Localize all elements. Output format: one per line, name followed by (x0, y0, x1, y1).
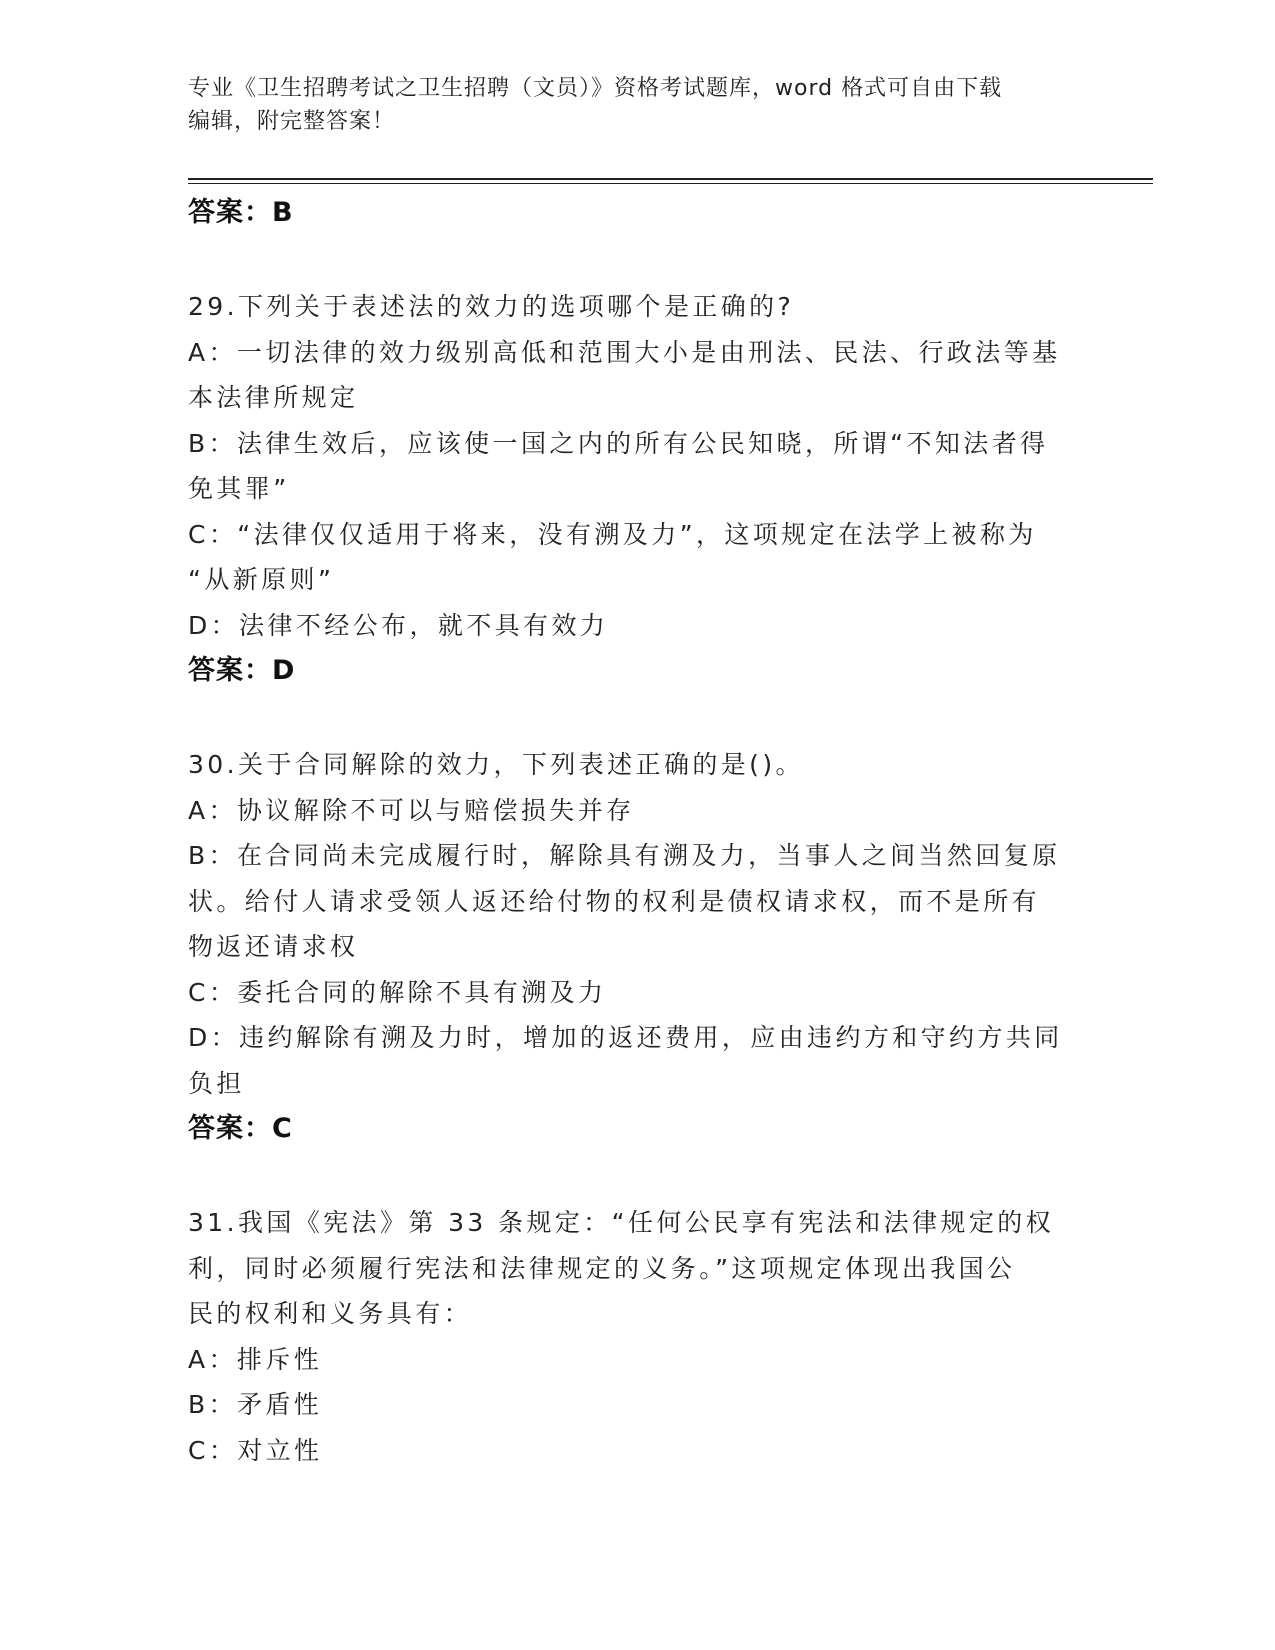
option-a: A：协议解除不可以与赔偿损失并存 (188, 795, 635, 825)
option-c: C：“法律仅仅适用于将来，没有溯及力”，这项规定在法学上被称为 (188, 519, 1037, 549)
option-d: D：违约解除有溯及力时，增加的返还费用，应由违约方和守约方共同 (188, 1023, 1063, 1052)
option-b: B：在合同尚未完成履行时，解除具有溯及力，当事人之间当然回复原 (188, 841, 1061, 870)
question-stem-cont: 利，同时必须履行宪法和法律规定的义务。”这项规定体现出我国公 (188, 1253, 1016, 1283)
question-30 (188, 742, 1068, 1152)
option-b: B：矛盾性 (188, 1390, 323, 1419)
answer-label: 答案：C (188, 1113, 293, 1144)
option-c: C：委托合同的解除不具有溯及力 (188, 977, 607, 1007)
question-stem: 31.我国《宪法》第 33 条规定：“任何公民享有宪法和法律规定的权 (188, 1208, 1055, 1237)
question-stem: 30.关于合同解除的效力，下列表述正确的是()。 (188, 750, 804, 779)
header-line-1: 专业《卫生招聘考试之卫生招聘（文员）》资格考试题库，word 格式可自由下载 (188, 76, 1003, 101)
header-divider (188, 178, 1153, 180)
option-b-cont: 状。给付人请求受领人返还给付物的权利是债权请求权，而不是所有 (188, 886, 1041, 916)
option-d: D：法律不经公布，就不具有效力 (188, 610, 609, 640)
question-31 (188, 1200, 1068, 1473)
option-b: B：法律生效后，应该使一国之内的所有公民知晓，所谓“不知法者得 (188, 428, 1049, 458)
option-a: A：排斥性 (188, 1344, 323, 1374)
option-b-cont: 物返还请求权 (188, 932, 359, 961)
question-list (188, 190, 1068, 1473)
question-stem: 29.下列关于表述法的效力的选项哪个是正确的? (188, 292, 795, 321)
option-a-cont: 本法律所规定 (188, 383, 359, 412)
option-b-cont: 免其罪” (188, 474, 290, 503)
previous-answer: 答案：B (188, 197, 294, 228)
question-stem-cont: 民的权利和义务具有： (188, 1299, 473, 1328)
document-header (188, 72, 1068, 138)
question-29 (188, 284, 1068, 694)
answer-label: 答案：D (188, 655, 296, 686)
option-c: C：对立性 (188, 1435, 323, 1465)
option-d-cont: 负担 (188, 1068, 245, 1098)
option-c-cont: “从新原则” (188, 565, 335, 594)
header-line-2: 编辑，附完整答案！ (188, 109, 396, 134)
option-a: A：一切法律的效力级别高低和范围大小是由刑法、民法、行政法等基 (188, 337, 1061, 367)
header-divider-thin (188, 183, 1153, 184)
